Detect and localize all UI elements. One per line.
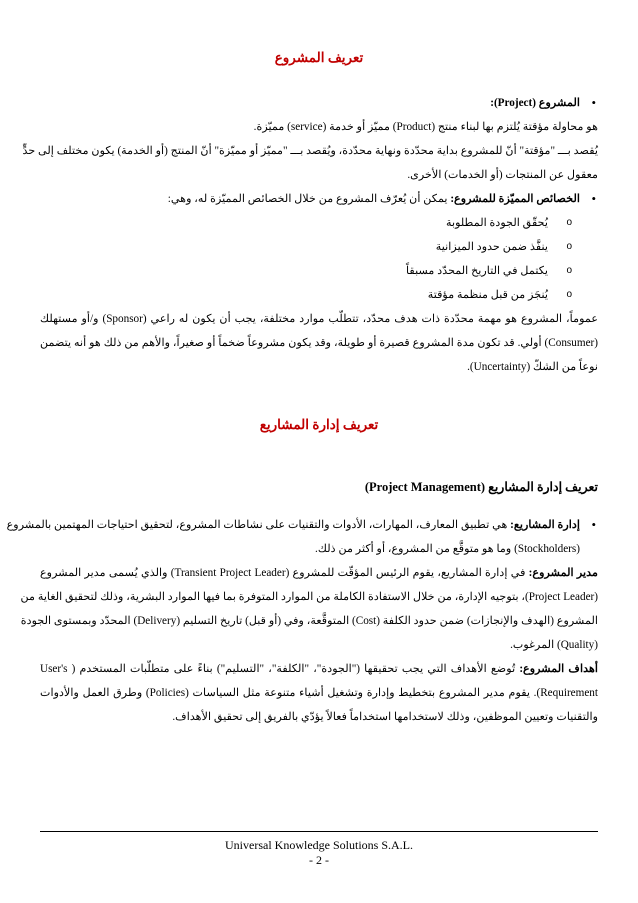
section-project-body <box>22 91 598 379</box>
section-pm-paragraphs <box>6 513 599 729</box>
pm-goals-label: أهداف المشروع: <box>519 663 598 675</box>
feature-item-schedule: o يكتمل في التاريخ المحدّد مسبقاً <box>40 259 598 283</box>
pm-goals-text-1: تُوضع الأهداف التي يجب تحقيقها ("الجودة"، "الكلفة"، "التسليم") بناءً على متطلّبات المستخدم ( User's <box>40 663 516 675</box>
footer-company: Universal Knowledge Solutions S.A.L. <box>225 838 413 852</box>
pm-goals-line-1 <box>40 657 598 681</box>
section-title-project: تعريف المشروع <box>274 50 364 65</box>
project-definition-line-1: هو محاولة مؤقتة يُلتزم بها لبناء منتج (Product) مميّز أو خدمة (service) مميّزة. <box>253 121 598 133</box>
pm-manager-text-1: في إدارة المشاريع، يقوم الرئيس المؤقّت للمشروع (Transient Project Leader) والذي يُسمى مدير المشروع <box>40 567 526 579</box>
project-paragraph-line-3: نوعاً من الشكّ (Uncertainty). <box>467 361 598 373</box>
pm-heading: تعريف إدارة المشاريع (Project Management) <box>364 480 598 494</box>
pm-manager-line-3: المشروع (الهدف والإنجازات) ضمن حدود الكلفة (Cost) المتوقَّعة، وفي (أو قبل) تاريخ التسليم (Delivery) المحدّد وبمستوى الجودة <box>20 615 598 627</box>
pm-definition-line-2: (Stockholders) وما هو متوقَّع من المشروع، أو أكثر من ذلك. <box>315 543 580 555</box>
feature-item-budget: o ينفَّذ ضمن حدود الميزانية <box>40 235 598 259</box>
project-features-text: يمكن أن يُعرّف المشروع من خلال الخصائص المميّزة له، وهي: <box>167 193 448 205</box>
pm-definition-label: إدارة المشاريع: <box>510 519 580 531</box>
project-paragraph-line-1: عموماً، المشروع هو مهمة محدّدة ذات هدف محدّد، تتطلّب موارد مختلفة، يجب أن يكون له راعي (Sponsor) و/أو مستهلك <box>40 313 598 325</box>
project-definition-line-3: معقول عن المنتجات (أو الخدمات) الأخرى. <box>407 169 598 181</box>
project-definition-bullet <box>40 91 598 115</box>
pm-manager-line-4: (Quality) المرغوب. <box>510 639 598 651</box>
pm-manager-line-1 <box>40 561 598 585</box>
pm-goals-line-2: Requirement). يقوم مدير المشروع بتخطيط وإدارة وتشغيل أشياء متنوعة مثل السياسات (Policies) وطرق العمل والأدوات <box>40 687 599 699</box>
pm-manager-line-2: (Project Leader)، بتوجيه الإدارة، من خلال الاستفادة الكاملة من الموارد المتوفرة بما فيها الموارد البشرية، وذلك لتحقيق الغاية من <box>20 591 598 603</box>
project-definition-line-2: يُقصد بـــ "مؤقتة" أنّ للمشروع بداية محدّدة ونهاية محدّدة، ويُقصد بـــ "مميّز أو مميّزة" أنّ المنتج (أو الخدمة) يكون مختلف إلى حدٍّ <box>22 145 598 157</box>
feature-item-organization: o يُنجَز من قبل منظمة مؤقتة <box>40 283 598 307</box>
project-features-bullet <box>40 187 598 211</box>
project-paragraph-line-2: (Consumer) أولي. قد تكون مدة المشروع قصيرة أو طويلة، وقد يكون مشروعاً ضخماً أو صغيراً، والأهم من ذلك هو أنه يتضمن <box>40 337 598 349</box>
section-title-pm: تعريف إدارة المشاريع <box>259 417 379 432</box>
footer-page-number: - 2 - <box>309 853 329 867</box>
project-features-label: الخصائص المميّزة للمشروع: <box>450 193 580 205</box>
pm-definition-line-1 <box>6 513 598 537</box>
project-definition-label: المشروع (Project): <box>490 97 580 109</box>
section-pm-body <box>40 474 598 500</box>
pm-manager-label: مدير المشروع: <box>528 567 599 579</box>
feature-item-quality: o يُحقّق الجودة المطلوبة <box>40 211 598 235</box>
pm-definition-text-1: هي تطبيق المعارف، المهارات، الأدوات والتقنيات على نشاطات المشروع، لتحقيق احتياجات المهتمين بالمشروع <box>6 519 508 531</box>
footer-divider <box>40 831 598 832</box>
pm-goals-line-3: والتقنيات وتعيين الموظفين، وذلك لاستخدامها استخداماً فعالاً يؤدّي بالفريق إلى تحقيق الأهداف. <box>172 711 598 723</box>
